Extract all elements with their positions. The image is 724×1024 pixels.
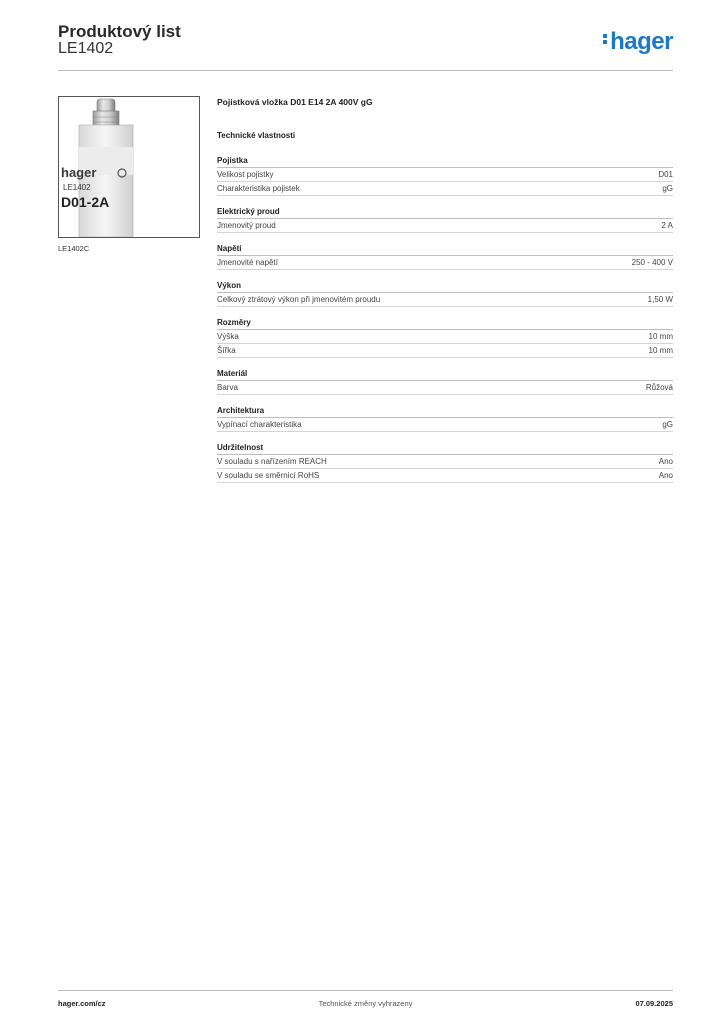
property-value: Ano xyxy=(658,471,673,480)
group-title: Napětí xyxy=(217,242,673,256)
document-title: Produktový list xyxy=(58,22,181,41)
group-title: Materiál xyxy=(217,367,673,381)
property-value: gG xyxy=(662,184,673,193)
logo-dots-icon xyxy=(603,32,608,46)
property-value: gG xyxy=(662,420,673,429)
footer-website: hager.com/cz xyxy=(58,999,106,1008)
property-label: Velikost pojistky xyxy=(217,170,274,179)
property-group xyxy=(217,154,673,196)
property-value: 2 A xyxy=(661,221,673,230)
property-label: Vypínací charakteristika xyxy=(217,420,302,429)
property-value: Ano xyxy=(658,457,673,466)
property-row xyxy=(217,256,673,270)
property-group xyxy=(217,205,673,233)
property-row xyxy=(217,219,673,233)
group-title: Rozměry xyxy=(217,316,673,330)
property-value: 10 mm xyxy=(648,332,673,341)
property-label: Jmenovitý proud xyxy=(217,221,276,230)
section-heading: Technické vlastnosti xyxy=(217,131,296,140)
property-label: Jmenovité napětí xyxy=(217,258,278,267)
property-label: Charakteristika pojistek xyxy=(217,184,300,193)
footer-date: 07.09.2025 xyxy=(635,999,673,1008)
property-label: V souladu se směrnicí RoHS xyxy=(217,471,320,480)
group-title: Elektrický proud xyxy=(217,205,673,219)
property-label: Celkový ztrátový výkon při jmenovitém proudu xyxy=(217,295,381,304)
property-value: Růžová xyxy=(645,383,673,392)
group-title: Výkon xyxy=(217,279,673,293)
property-row xyxy=(217,330,673,344)
property-row xyxy=(217,293,673,307)
property-row xyxy=(217,168,673,182)
fuse-label-code: LE1402 xyxy=(63,183,91,192)
property-group xyxy=(217,367,673,395)
group-title: Architektura xyxy=(217,404,673,418)
property-value: D01 xyxy=(658,170,673,179)
property-row xyxy=(217,381,673,395)
product-image xyxy=(58,96,200,238)
property-label: Výška xyxy=(217,332,239,341)
footer-note: Technické změny vyhrazeny xyxy=(318,999,413,1008)
property-group xyxy=(217,316,673,358)
property-row xyxy=(217,182,673,196)
logo-text: hager xyxy=(610,28,673,55)
properties-table xyxy=(217,154,673,492)
page-header xyxy=(58,20,673,71)
property-value: 250 - 400 V xyxy=(631,258,673,267)
hager-logo xyxy=(603,28,673,56)
property-row xyxy=(217,455,673,469)
fuse-label-rating: D01-2A xyxy=(61,194,110,210)
property-label: Barva xyxy=(217,383,238,392)
property-row xyxy=(217,418,673,432)
property-label: V souladu s nařízením REACH xyxy=(217,457,327,466)
property-value: 10 mm xyxy=(648,346,673,355)
fuse-illustration xyxy=(59,97,199,237)
product-name: Pojistková vložka D01 E14 2A 400V gG xyxy=(217,97,373,107)
property-label: Šířka xyxy=(217,346,236,355)
property-group xyxy=(217,404,673,432)
product-code: LE1402 xyxy=(58,40,114,57)
fuse-label-brand: hager xyxy=(61,165,97,180)
group-title: Pojistka xyxy=(217,154,673,168)
property-group xyxy=(217,441,673,483)
property-row xyxy=(217,344,673,358)
image-caption: LE1402C xyxy=(58,244,90,253)
property-value: 1,50 W xyxy=(647,295,673,304)
property-group xyxy=(217,242,673,270)
group-title: Udržitelnost xyxy=(217,441,673,455)
property-row xyxy=(217,469,673,483)
property-group xyxy=(217,279,673,307)
page-footer xyxy=(58,990,673,1011)
